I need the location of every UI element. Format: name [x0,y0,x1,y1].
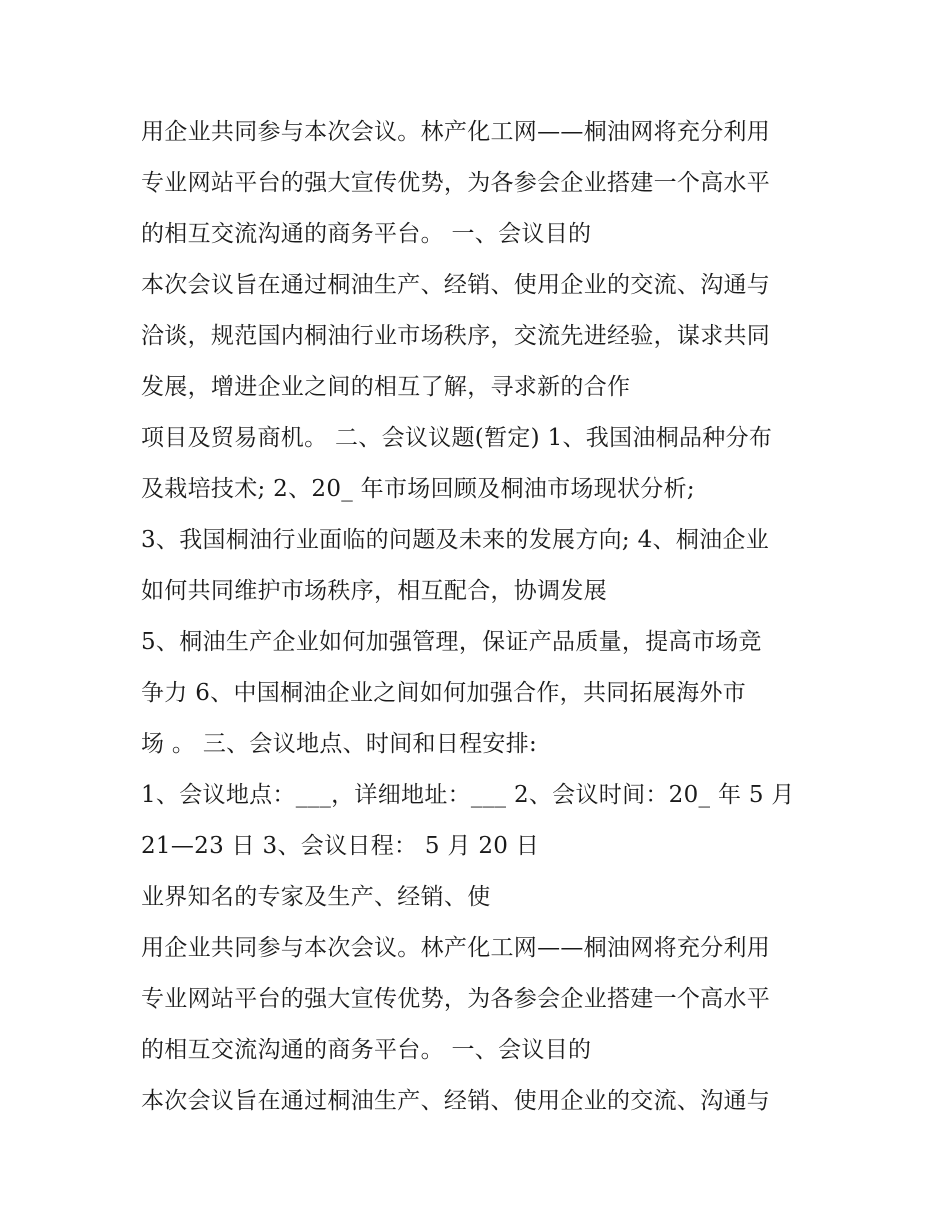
text-line: 1、会议地点：___，详细地址：___ 2、会议时间：20_ 年 5 月 [141,782,795,808]
text-line: 及栽培技术; 2、20_ 年市场回顾及桐油市场现状分析; [141,476,695,502]
text-line: 21—23 日 3、会议日程： 5 月 20 日 [141,833,540,859]
text-line: 用企业共同参与本次会议。林产化工网——桐油网将充分利用 [141,119,771,145]
text-line: 项目及贸易商机。 二、会议议题(暂定) 1、我国油桐品种分布 [141,425,773,451]
text-line: 5、桐油生产企业如何加强管理，保证产品质量，提高市场竞 [141,629,762,655]
text-line: 的相互交流沟通的商务平台。 一、会议目的 [141,221,592,247]
text-line: 本次会议旨在通过桐油生产、经销、使用企业的交流、沟通与 [141,1088,771,1114]
text-line: 本次会议旨在通过桐油生产、经销、使用企业的交流、沟通与 [141,272,771,298]
document-body [141,107,841,1127]
text-line: 用企业共同参与本次会议。林产化工网——桐油网将充分利用 [141,935,771,961]
text-line: 洽谈，规范国内桐油行业市场秩序，交流先进经验，谋求共同 [141,323,771,349]
text-line: 场 。 三、会议地点、时间和日程安排: [141,731,538,757]
text-line: 发展，增进企业之间的相互了解，寻求新的合作 [141,374,631,400]
text-line: 3、我国桐油行业面临的问题及未来的发展方向; 4、桐油企业 [141,527,770,553]
text-line: 业界知名的专家及生产、经销、使 [141,884,491,910]
text-line: 争力 6、中国桐油企业之间如何加强合作，共同拓展海外市 [141,680,747,706]
text-line: 如何共同维护市场秩序，相互配合，协调发展 [141,578,607,604]
text-line: 专业网站平台的强大宣传优势，为各参会企业搭建一个高水平 [141,986,771,1012]
text-line: 专业网站平台的强大宣传优势，为各参会企业搭建一个高水平 [141,170,771,196]
text-line: 的相互交流沟通的商务平台。 一、会议目的 [141,1037,592,1063]
